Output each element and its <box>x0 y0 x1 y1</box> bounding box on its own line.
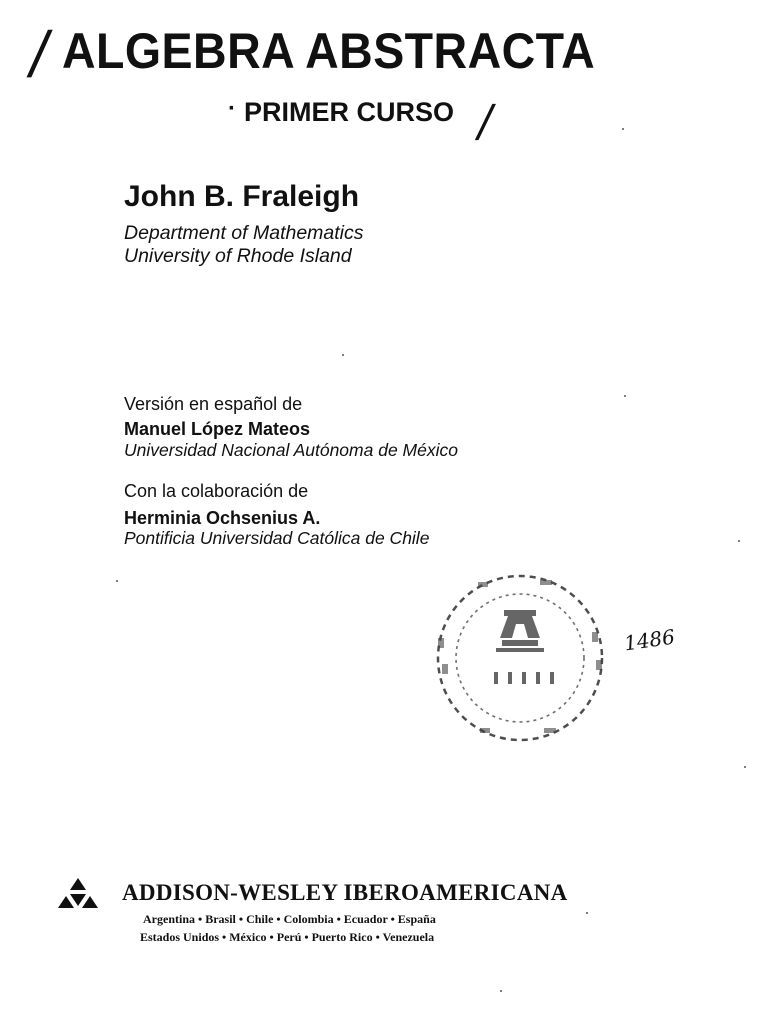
library-stamp <box>420 568 620 748</box>
publisher-countries-line2: Estados Unidos • México • Perú • Puerto Rico • Venezuela <box>140 930 435 944</box>
book-title: ALGEBRA ABSTRACTA <box>62 23 596 79</box>
subtitle-slash-mark: / <box>473 96 498 147</box>
scan-speck <box>624 395 626 397</box>
translation-label: Versión en español de <box>124 394 303 414</box>
author-department: Department of Mathematics <box>124 222 364 244</box>
book-subtitle: PRIMER CURSO <box>244 97 455 127</box>
collaborator-name: Herminia Ochsenius A. <box>124 508 321 528</box>
subtitle-dot-mark: · <box>228 95 236 122</box>
scan-speck <box>116 580 118 582</box>
scan-speck <box>586 912 588 914</box>
author-university: University of Rhode Island <box>124 245 352 267</box>
scan-speck <box>342 354 344 356</box>
title-slash-mark: / <box>25 18 55 86</box>
scan-speck <box>622 128 624 130</box>
scan-speck <box>500 990 502 992</box>
handwritten-number: 1486 <box>622 624 677 656</box>
author-name: John B. Fraleigh <box>124 180 360 213</box>
translator-institution: Universidad Nacional Autónoma de México <box>124 440 458 460</box>
collaboration-label: Con la colaboración de <box>124 481 309 501</box>
publisher-logo-icon <box>56 878 100 916</box>
translator-name: Manuel López Mateos <box>124 419 311 439</box>
scan-speck <box>744 766 746 768</box>
publisher-countries-line1: Argentina • Brasil • Chile • Colombia • Ecuador • España <box>143 912 436 926</box>
publisher-name: ADDISON-WESLEY IBEROAMERICANA <box>122 880 568 905</box>
scan-speck <box>738 540 740 542</box>
collaborator-institution: Pontificia Universidad Católica de Chile <box>124 528 430 548</box>
